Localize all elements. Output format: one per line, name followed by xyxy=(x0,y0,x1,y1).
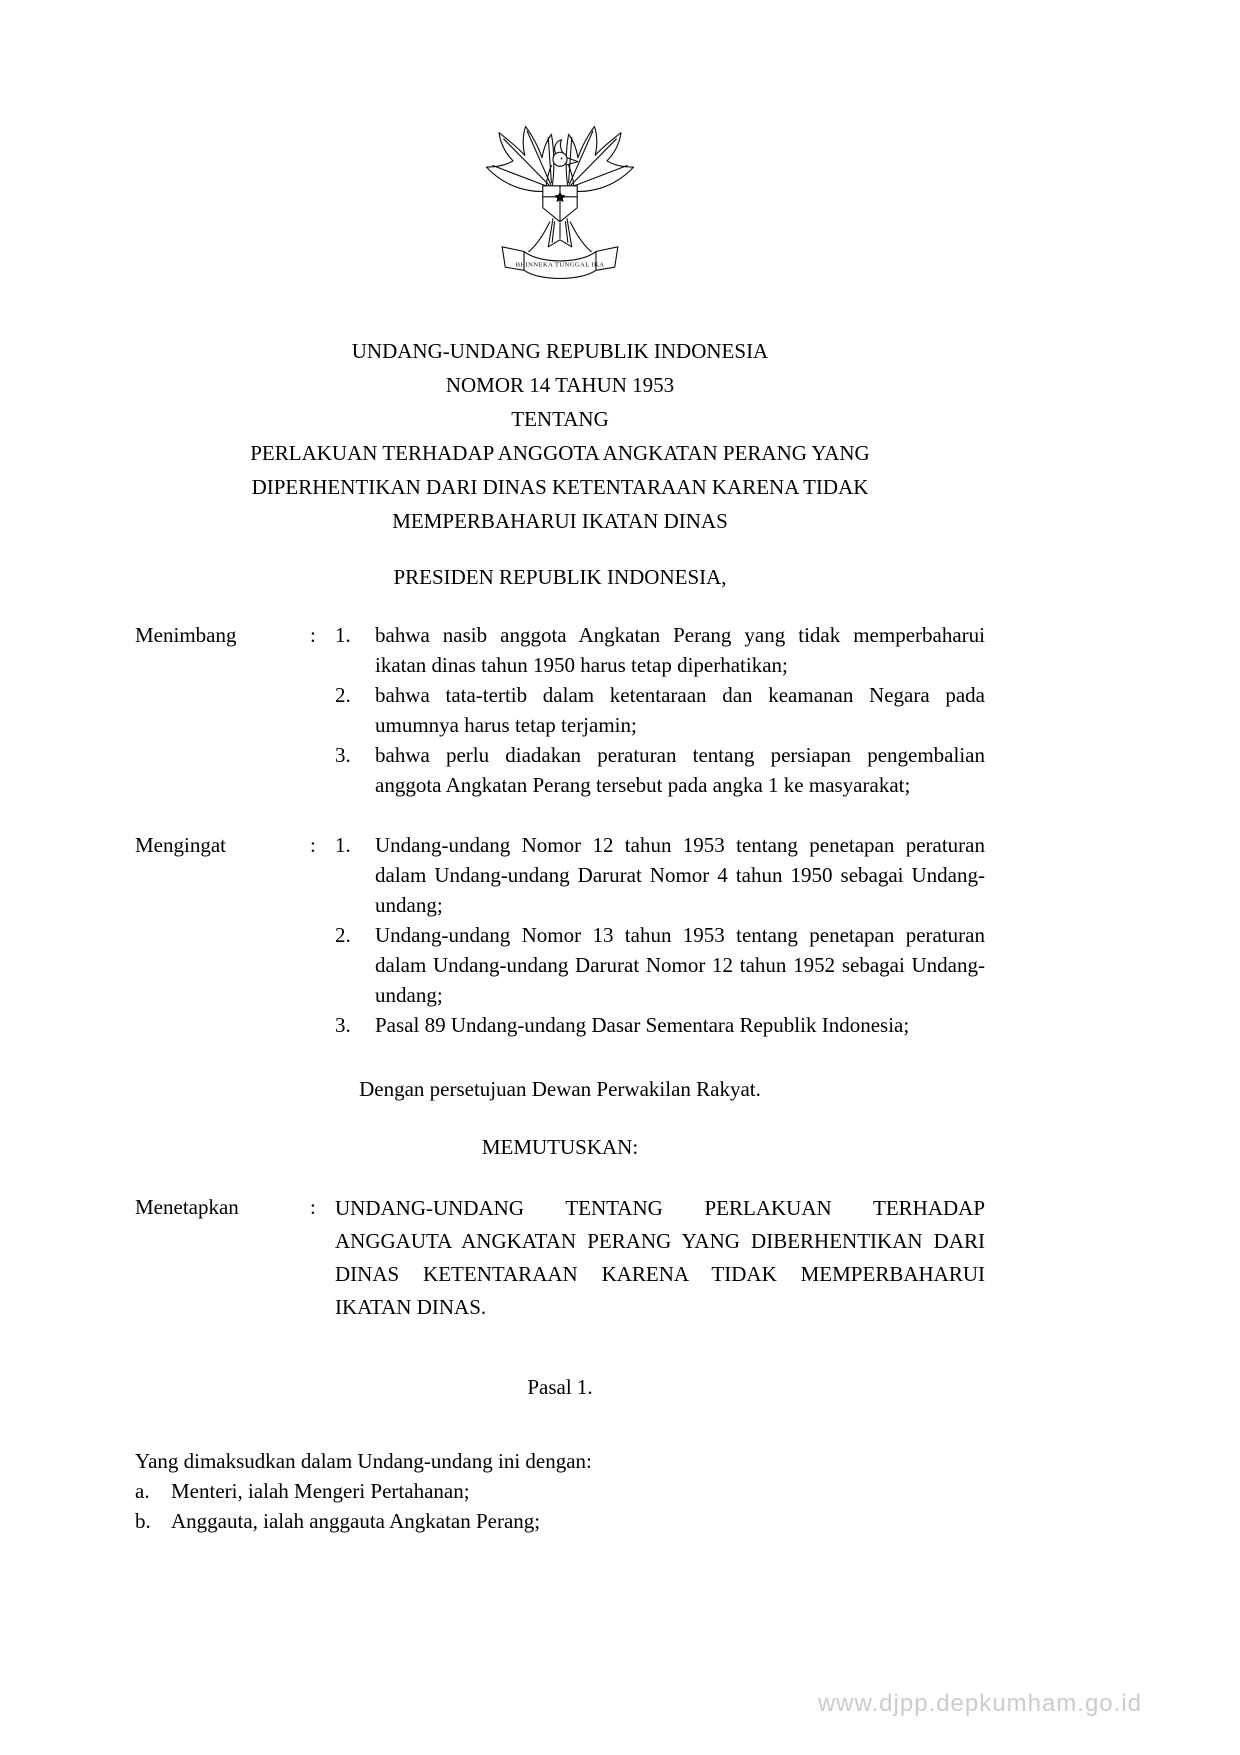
agreement-line: Dengan persetujuan Dewan Perwakilan Rakyat. xyxy=(359,1077,761,1101)
menetapkan-colon: : xyxy=(310,1195,316,1219)
issuer-heading: PRESIDEN REPUBLIK INDONESIA, xyxy=(393,565,727,589)
emblem-container xyxy=(135,0,985,308)
recital-item xyxy=(335,830,985,920)
garuda-right-wing xyxy=(566,126,633,191)
consideration-item xyxy=(335,680,985,740)
menetapkan-text: UNDANG-UNDANG TENTANG PERLAKUAN TERHADAP ANGGAUTA ANGKATAN PERANG YANG DIBERHENTIKAN DARI DINAS KETENTARAAN KARENA TIDAK MEMPERBAHARUI IKATAN DINAS. xyxy=(335,1196,985,1319)
menetapkan-label: Menetapkan xyxy=(135,1195,239,1219)
title-block xyxy=(135,334,985,538)
pancasila-shield xyxy=(543,186,577,222)
recital-item xyxy=(335,1010,985,1040)
title-line-2: NOMOR 14 TAHUN 1953 xyxy=(445,373,675,397)
item-number: 1. xyxy=(335,833,351,857)
item-text: Pasal 89 Undang-undang Dasar Sementara Republik Indonesia; xyxy=(375,1013,910,1037)
page-content xyxy=(135,0,985,1536)
menimbang-section xyxy=(135,620,985,800)
mengingat-colon: : xyxy=(310,833,316,857)
pasal-1-heading: Pasal 1. xyxy=(527,1375,593,1399)
recital-item xyxy=(335,920,985,1010)
mengingat-label: Mengingat xyxy=(135,833,226,857)
menetapkan-section xyxy=(135,1192,985,1324)
item-number: 1. xyxy=(335,623,351,647)
item-text: Anggauta, ialah anggauta Angkatan Perang; xyxy=(171,1509,541,1533)
menimbang-items xyxy=(335,620,985,800)
item-letter: a. xyxy=(135,1479,150,1503)
item-text: bahwa tata-tertib dalam ketentaraan dan keamanan Negara pada umumnya harus tetap terjamin; xyxy=(375,683,985,737)
garuda-left-wing xyxy=(487,126,554,191)
menimbang-label: Menimbang xyxy=(135,623,237,647)
definition-item-a xyxy=(135,1476,985,1506)
consideration-item xyxy=(335,740,985,800)
definition-item-b xyxy=(135,1506,985,1536)
title-line-1: UNDANG-UNDANG REPUBLIK INDONESIA xyxy=(351,339,769,363)
title-line-3: TENTANG xyxy=(511,407,609,431)
garuda-pancasila-emblem xyxy=(474,120,646,308)
garuda-tail xyxy=(548,219,571,247)
consideration-item xyxy=(335,620,985,680)
item-text: Undang-undang Nomor 12 tahun 1953 tentang penetapan peraturan dalam Undang-undang Darurat Nomor 4 tahun 1950 sebagai Undang-undang; xyxy=(375,833,985,917)
title-subject: PERLAKUAN TERHADAP ANGGOTA ANGKATAN PERANG YANG DIPERHENTIKAN DARI DINAS KETENTARAAN KARENA TIDAK MEMPERBAHARUI IKATAN DINAS xyxy=(250,441,870,533)
memutuskan-heading: MEMUTUSKAN: xyxy=(481,1135,639,1159)
item-text: Menteri, ialah Mengeri Pertahanan; xyxy=(171,1479,470,1503)
item-number: 3. xyxy=(335,1013,351,1037)
item-text: bahwa nasib anggota Angkatan Perang yang tidak memperbaharui ikatan dinas tahun 1950 harus tetap diperhatikan; xyxy=(375,623,985,677)
pasal-1-intro: Yang dimaksudkan dalam Undang-undang ini dengan: xyxy=(135,1449,592,1473)
item-number: 2. xyxy=(335,923,351,947)
item-letter: b. xyxy=(135,1509,151,1533)
mengingat-section xyxy=(135,830,985,1040)
menimbang-colon: : xyxy=(310,623,316,647)
mengingat-items xyxy=(335,830,985,1040)
item-text: Undang-undang Nomor 13 tahun 1953 tentang penetapan peraturan dalam Undang-undang Darurat Nomor 12 tahun 1952 sebagai Undang-undang; xyxy=(375,923,985,1007)
item-text: bahwa perlu diadakan peraturan tentang persiapan pengembalian anggota Angkatan Perang tersebut pada angka 1 ke masyarakat; xyxy=(375,743,985,797)
emblem-motto-text: BHINNEKA TUNGGAL IKA xyxy=(515,261,605,269)
item-number: 2. xyxy=(335,683,351,707)
watermark: www.djpp.depkumham.go.id xyxy=(817,1690,1142,1717)
item-number: 3. xyxy=(335,743,351,767)
